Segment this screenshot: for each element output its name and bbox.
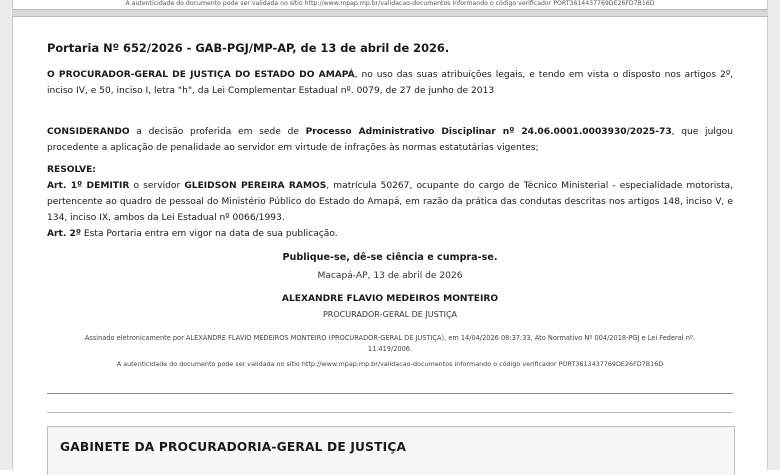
article-1-label: Art. 1º DEMITIR — [47, 181, 130, 191]
right-page-gutter — [767, 0, 780, 470]
article-2-label: Art. 2º — [47, 229, 81, 239]
article-2-text: Esta Portaria entra em vigor na data de sua publicação. — [80, 229, 338, 239]
publique-line: Publique-se, dê-se ciência e cumpra-se. — [282, 252, 498, 263]
top-divider — [12, 9, 768, 17]
portaria-title: Portaria Nº 652/2026 - GAB-PGJ/MP-AP, de 13 de abril de 2026. — [47, 41, 450, 55]
considerando-rest: , que julgou procedente a aplicação de penalidade ao servidor em virtude de infrações às normas estatutárias vigentes; — [47, 127, 733, 153]
processo-number: Processo Administrativo Disciplinar nº 24.06.0001.0003930/2025-73 — [305, 127, 672, 137]
left-page-gutter — [0, 0, 13, 470]
portaria-document — [47, 40, 733, 369]
intro-authority: O PROCURADOR-GERAL DE JUSTIÇA DO ESTADO DO AMAPÁ — [47, 70, 355, 80]
authenticity-note: A autenticidade do documento pode ser validada no sítio http://www.mpap.mp.br/validacao-documentos informando o código verificador PORT3613437769DE26FD7B16D — [116, 360, 664, 368]
signer-role: PROCURADOR-GERAL DE JUSTIÇA — [322, 310, 457, 319]
next-section-title: GABINETE DA PROCURADORIA-GERAL DE JUSTIÇA — [60, 440, 407, 454]
article-1 — [47, 178, 733, 226]
local-date: Macapá-AP, 13 de abril de 2026 — [317, 271, 463, 281]
considerando-paragraph — [47, 124, 733, 156]
signer-name: ALEXANDRE FLAVIO MEDEIROS MONTEIRO — [281, 294, 499, 304]
resolve-label: RESOLVE: — [47, 165, 96, 175]
electronic-signature-note: Assinado eletronicamente por ALEXANDRE FLAVIO MEDEIROS MONTEIRO (PROCURADOR-GERAL DE JUSTIÇA), em 14/04/2026 08:37:33, Ato Normativo Nº 004/2018-PGJ e Lei Federal nº. 11.419/2006. — [84, 334, 696, 353]
article-1-details: , matrícula 50267, ocupante do cargo de Técnico Ministerial - especialidade motorista, pertencente ao quadro de pessoal do Ministério Público do Estado do Amapá, em razão da prática das condutas descritas nos artigos 148, inciso V, e 134, inciso IX, ambos da Lei Estadual nº 0066/1993. — [47, 181, 733, 223]
article-2 — [47, 226, 733, 242]
article-1-text: o servidor — [129, 181, 185, 191]
intro-text: , no uso das suas atribuições legais, e tendo em vista o disposto nos artigos 2º, inciso IV, e 50, inciso I, letra "h", da Lei Complementar Estadual nº. 0079, de 27 de junho de 2013 — [47, 70, 733, 96]
considerando-label: CONSIDERANDO — [47, 127, 130, 137]
servidor-name: GLEIDSON PEREIRA RAMOS — [184, 181, 327, 191]
considerando-text: a decisão proferida em sede de — [129, 127, 306, 137]
document-separator — [47, 393, 733, 413]
previous-auth-note: A autenticidade do documento pode ser validada no sítio http://www.mpap.mp.br/validacao-documentos informando o código verificador PORT3614437769DE26FD7B16D — [125, 0, 655, 7]
intro-paragraph — [47, 67, 733, 99]
